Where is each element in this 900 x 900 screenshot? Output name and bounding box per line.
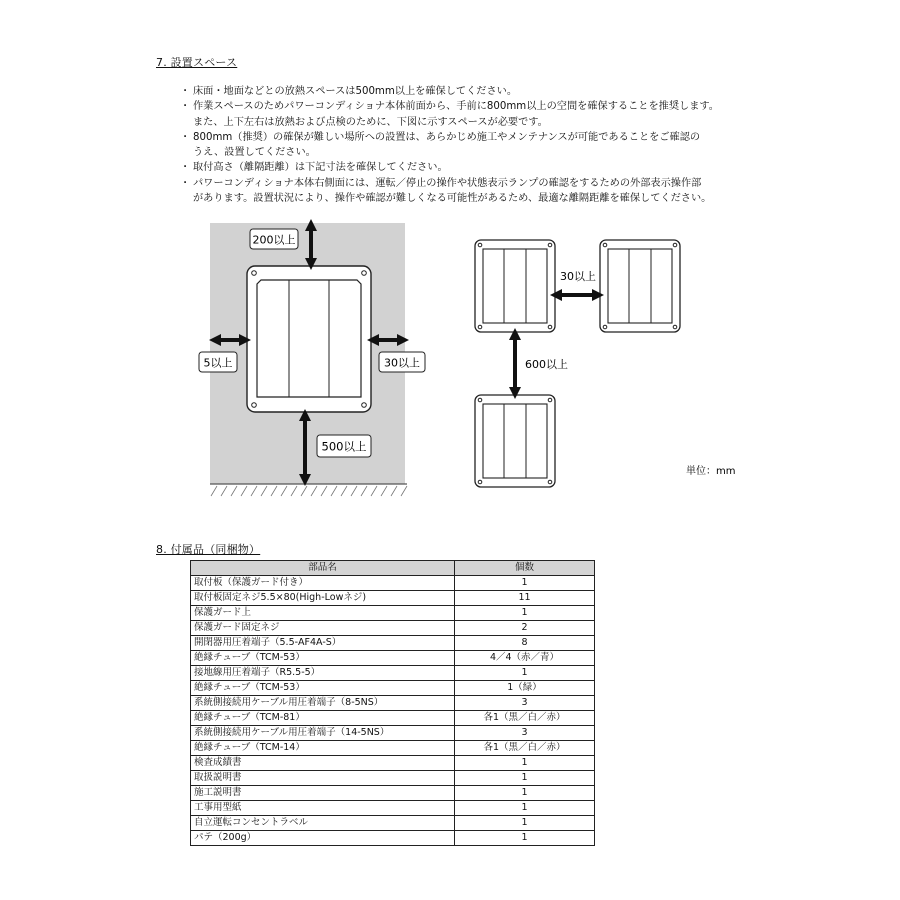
bullet-marker: ・	[180, 131, 191, 143]
quantity-cell: 各1（黒／白／赤）	[455, 741, 595, 756]
bullet-marker: ・	[180, 86, 191, 97]
part-name-cell: 保護ガード上	[191, 606, 455, 621]
quantity-cell: 1	[455, 756, 595, 771]
column-header-part-name: 部品名	[191, 561, 455, 576]
table-row	[191, 696, 595, 711]
column-header-quantity: 個数	[455, 561, 595, 576]
bullet-item-continuation	[180, 145, 820, 160]
part-name-cell: 保護ガード固定ネジ	[191, 621, 455, 636]
section-7-title: 7. 設置スペース	[156, 56, 238, 69]
horizontal-spacing-label: 30以上	[560, 270, 596, 283]
part-name-cell: 系統側接続用ケーブル用圧着端子（14-5NS）	[191, 726, 455, 741]
quantity-cell: 1	[455, 666, 595, 681]
bullet-text: があります。設置状況により、操作や確認が難しくなる可能性があるため、最適な離隔距離を確保してください。	[193, 193, 712, 205]
bullet-text: 取付高さ（離隔距離）は下記寸法を確保してください。	[193, 162, 448, 174]
table-row	[191, 576, 595, 591]
accessories-table	[190, 560, 595, 846]
bullet-text: 作業スペースのためパワーコンディショナ本体前面から、手前に800mm以上の空間を確保することを推奨します。	[193, 101, 719, 113]
bottom-clearance-label: 500以上	[321, 439, 367, 454]
section-8-title: 8. 付属品（同梱物）	[156, 543, 261, 556]
table-row	[191, 651, 595, 666]
power-conditioner-unit	[247, 266, 371, 412]
part-name-cell: 自立運転コンセントラベル	[191, 816, 455, 831]
table-row	[191, 591, 595, 606]
quantity-cell: 1	[455, 801, 595, 816]
quantity-cell: 11	[455, 591, 595, 606]
quantity-cell: 3	[455, 726, 595, 741]
bullet-item	[180, 176, 820, 191]
quantity-cell: 4／4（赤／青）	[455, 651, 595, 666]
top-clearance-label: 200以上	[252, 233, 296, 247]
part-name-cell: 取付板（保護ガード付き）	[191, 576, 455, 591]
table-row	[191, 666, 595, 681]
part-name-cell: 施工説明書	[191, 786, 455, 801]
bullet-marker: ・	[180, 162, 191, 174]
bullet-item	[180, 160, 820, 175]
ground-hatch	[211, 486, 407, 496]
part-name-cell: 取付板固定ネジ5.5×80(High-Lowネジ)	[191, 591, 455, 606]
bullet-text: 床面・地面などとの放熱スペースは500mm以上を確保してください。	[193, 86, 518, 97]
multi-unit-spacing-diagram	[470, 235, 750, 495]
quantity-cell: 各1（黒／白／赤）	[455, 711, 595, 726]
right-clearance-label: 30以上	[384, 356, 420, 370]
bullet-item	[180, 84, 820, 99]
quantity-cell: 1	[455, 576, 595, 591]
unit-bottom	[475, 395, 555, 487]
quantity-cell: 1	[455, 831, 595, 846]
table-row	[191, 621, 595, 636]
bullet-text: また、上下左右は放熱および点検のために、下図に示すスペースが必要です。	[193, 116, 548, 128]
part-name-cell: 開閉器用圧着端子（5.5-AF4A-S）	[191, 636, 455, 651]
bullet-text: パワーコンディショナ本体右側面には、運転／停止の操作や状態表示ランプの確認をするための外部表示操作部	[193, 177, 702, 189]
quantity-cell: 8	[455, 636, 595, 651]
table-row	[191, 741, 595, 756]
table-row	[191, 756, 595, 771]
table-header-row	[191, 561, 595, 576]
left-clearance-label: 5以上	[203, 356, 233, 370]
bullet-item	[180, 99, 820, 114]
table-row	[191, 771, 595, 786]
bullet-text: 800mm（推奨）の確保が難しい場所への設置は、あらかじめ施工やメンテナンスが可能であることをご確認の	[193, 131, 701, 143]
part-name-cell: 取扱説明書	[191, 771, 455, 786]
bullet-item-continuation	[180, 115, 820, 130]
table-row	[191, 831, 595, 846]
bullet-text: うえ、設置してください。	[193, 147, 316, 159]
table-row	[191, 786, 595, 801]
quantity-cell: 2	[455, 621, 595, 636]
table-row	[191, 816, 595, 831]
bullet-marker: ・	[180, 177, 191, 189]
quantity-cell: 1	[455, 816, 595, 831]
table-row	[191, 606, 595, 621]
part-name-cell: 工事用型紙	[191, 801, 455, 816]
table-row	[191, 726, 595, 741]
part-name-cell: 絶縁チューブ（TCM-53）	[191, 681, 455, 696]
part-name-cell: 系統側接続用ケーブル用圧着端子（8-5NS）	[191, 696, 455, 711]
bullet-item	[180, 130, 820, 145]
part-name-cell: 絶縁チューブ（TCM-81）	[191, 711, 455, 726]
part-name-cell: 検査成績書	[191, 756, 455, 771]
part-name-cell: 絶縁チューブ（TCM-14）	[191, 741, 455, 756]
quantity-cell: 1	[455, 771, 595, 786]
part-name-cell: パテ（200g）	[191, 831, 455, 846]
wall-clearance-diagram	[203, 218, 420, 500]
unit-top-right	[600, 240, 680, 332]
quantity-cell: 3	[455, 696, 595, 711]
quantity-cell: 1	[455, 606, 595, 621]
bullet-marker: ・	[180, 101, 191, 113]
table-row	[191, 681, 595, 696]
table-row	[191, 636, 595, 651]
vertical-spacing-label: 600以上	[525, 358, 568, 371]
part-name-cell: 絶縁チューブ（TCM-53）	[191, 651, 455, 666]
table-row	[191, 711, 595, 726]
bullet-item-continuation	[180, 191, 820, 206]
part-name-cell: 接地線用圧着端子（R5.5-5）	[191, 666, 455, 681]
unit-label: 単位：mm	[686, 466, 736, 477]
unit-top-left	[475, 240, 555, 332]
quantity-cell: 1（緑）	[455, 681, 595, 696]
installation-notes-list	[180, 84, 820, 206]
table-row	[191, 801, 595, 816]
quantity-cell: 1	[455, 786, 595, 801]
